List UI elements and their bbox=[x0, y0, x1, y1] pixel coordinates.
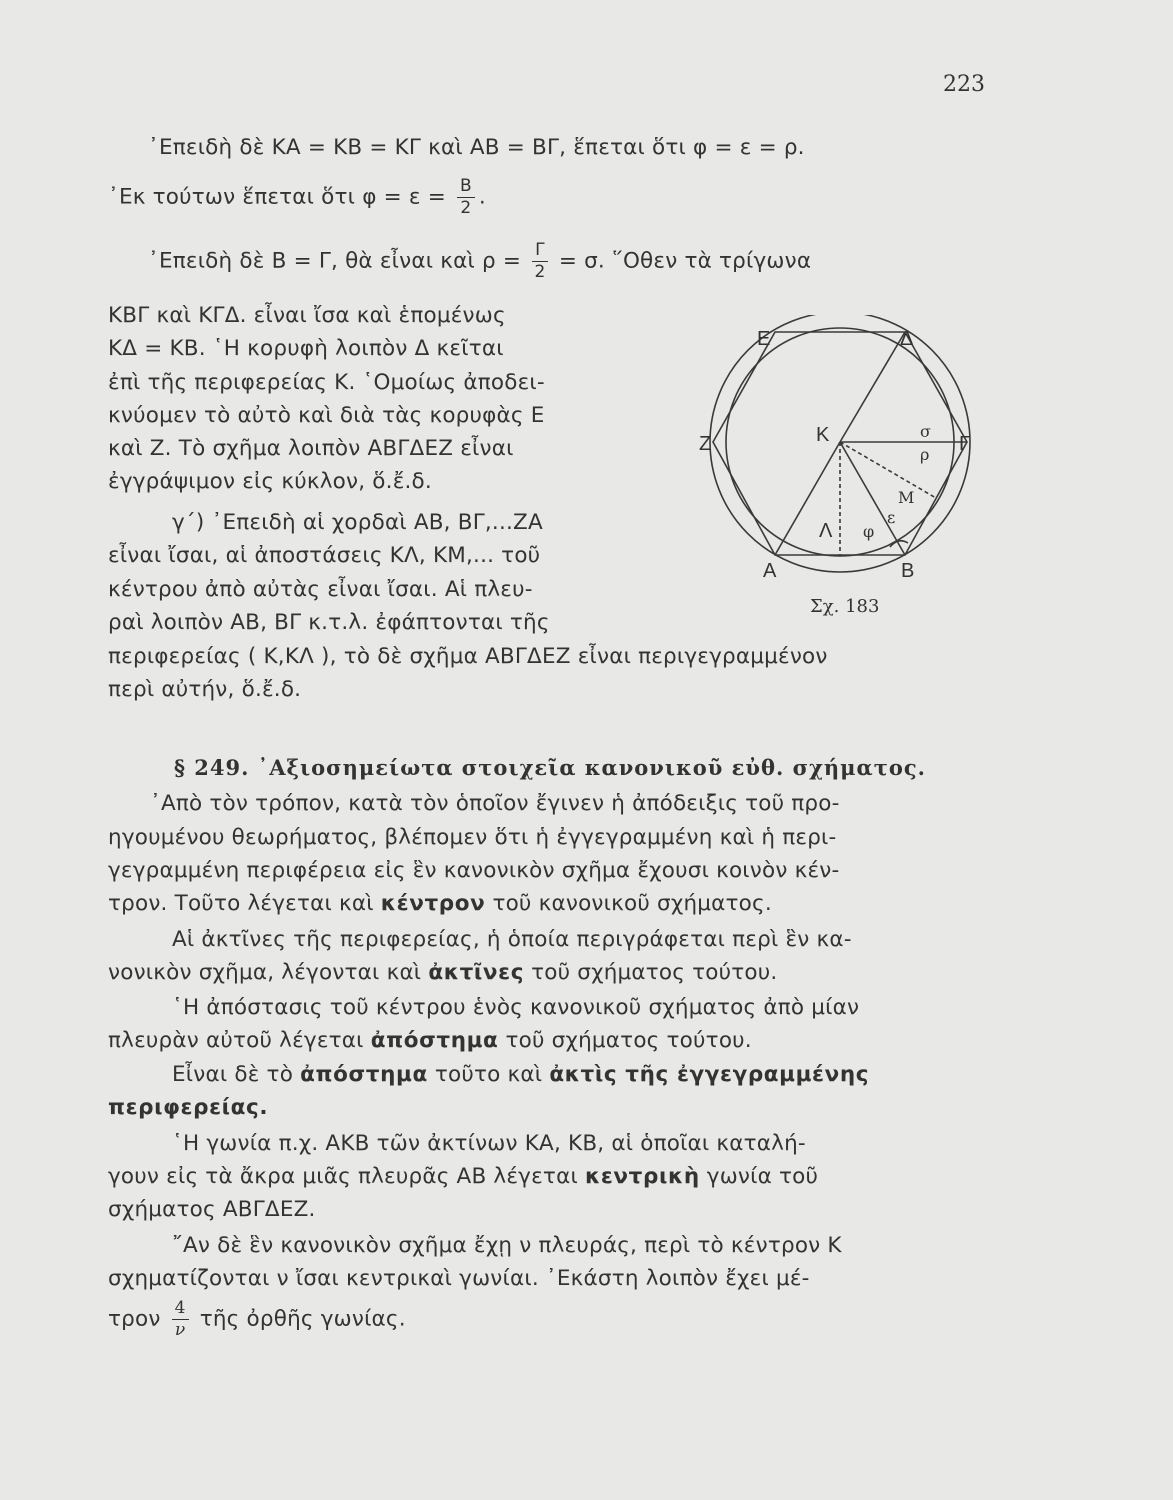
text-line: περιφερείας ( Κ,ΚΛ ), τὸ δὲ σχῆμα ΑΒΓΔΕΖ εἶναι περιγεγραμμένον bbox=[108, 644, 828, 669]
label-B: Β bbox=[901, 560, 915, 582]
text-line: ἐπὶ τῆς περιφερείας Κ. ῾Ομοίως ἀποδει- bbox=[108, 370, 545, 395]
label-K: Κ bbox=[816, 424, 830, 446]
label-E: Ε bbox=[757, 328, 771, 350]
text-line: γεγραμμένη περιφέρεια εἰς ἓν κανονικὸν σχῆμα ἔχουσι κοινὸν κέν- bbox=[108, 858, 840, 883]
text-line: γ΄) ᾿Επειδὴ αἱ χορδαὶ ΑΒ, ΒΓ,...ΖΑ bbox=[172, 510, 543, 535]
fraction bbox=[532, 242, 548, 281]
text-span: τοῦτο καὶ bbox=[434, 1062, 543, 1087]
label-rho: ρ bbox=[920, 445, 930, 464]
text-line: ᾿Απὸ τὸν τρόπον, κατὰ τὸν ὁποῖον ἔγινεν ἡ ἀπόδειξις τοῦ προ- bbox=[150, 791, 840, 816]
label-M: Μ bbox=[898, 488, 915, 507]
segment-KD bbox=[840, 332, 905, 442]
text-line: περιφερείας. bbox=[108, 1095, 269, 1120]
figure-caption: Σχ. 183 bbox=[810, 596, 880, 617]
term-bold: ἀπόστημα bbox=[300, 1062, 428, 1087]
label-L: Λ bbox=[819, 520, 833, 542]
text-line: ΚΒΓ καὶ ΚΓΔ. εἶναι ἴσα καὶ ἑπομένως bbox=[108, 303, 506, 328]
text-line bbox=[172, 1062, 869, 1087]
label-A: Α bbox=[763, 560, 777, 582]
fraction-denominator: 2 bbox=[460, 198, 472, 218]
fraction-numerator: Γ bbox=[532, 242, 548, 262]
label-sigma: σ bbox=[920, 422, 931, 441]
text-span: νονικὸν σχῆμα, λέγονται καὶ bbox=[108, 960, 422, 985]
text-line: ῎Αν δὲ ἓν κανονικὸν σχῆμα ἔχῃ ν πλευράς, περὶ τὸ κέντρον Κ bbox=[172, 1233, 842, 1258]
text-line: σχηματίζονται ν ἴσαι κεντρικαὶ γωνίαι. ᾿Εκάστη λοιπὸν ἔχει μέ- bbox=[108, 1266, 810, 1291]
text-span: ᾿Εκ τούτων ἕπεται ὅτι φ = ε = bbox=[108, 184, 446, 210]
text-line: περὶ αὐτήν, ὅ.ἔ.δ. bbox=[108, 677, 302, 702]
label-epsilon: ε bbox=[887, 508, 896, 527]
text-line: ΚΔ = ΚΒ. ῾Η κορυφὴ λοιπὸν Δ κεῖται bbox=[108, 336, 504, 361]
label-G: Γ bbox=[959, 433, 971, 455]
fraction-denominator: 2 bbox=[534, 262, 546, 282]
label-Z: Ζ bbox=[699, 433, 712, 455]
text-span: Εἶναι δὲ τὸ bbox=[172, 1062, 294, 1087]
term-bold: ἀκτῖνες bbox=[428, 960, 525, 985]
text-line: σχήματος ΑΒΓΔΕΖ. bbox=[108, 1197, 316, 1222]
text-line: ἐγγράψιμον εἰς κύκλον, ὅ.ἔ.δ. bbox=[108, 469, 432, 494]
fraction bbox=[457, 178, 475, 217]
text-line: Αἱ ἀκτῖνες τῆς περιφερείας, ἡ ὁποία περιγράφεται περὶ ἓν κα- bbox=[172, 927, 852, 952]
term-bold: κεντρικὴ bbox=[584, 1164, 700, 1189]
text-line-fraction bbox=[108, 1300, 406, 1339]
text-span: . bbox=[478, 184, 486, 210]
text-line bbox=[108, 1028, 752, 1053]
text-span: τοῦ σχήματος τούτου. bbox=[505, 1028, 752, 1053]
text-span: τῆς ὀρθῆς γωνίας. bbox=[199, 1306, 406, 1332]
text-line: ῾Η γωνία π.χ. ΑΚΒ τῶν ἀκτίνων ΚΑ, ΚΒ, αἱ ὁποῖαι καταλή- bbox=[172, 1131, 806, 1156]
text-line: καὶ Ζ. Τὸ σχῆμα λοιπὸν ΑΒΓΔΕΖ εἶναι bbox=[108, 436, 514, 461]
fraction-numerator: 4 bbox=[172, 1300, 189, 1320]
page-number: 223 bbox=[943, 72, 985, 97]
text-span: τρον bbox=[108, 1306, 161, 1332]
text-line: ραὶ λοιπὸν ΑΒ, ΒΓ κ.τ.λ. ἐφάπτονται τῆς bbox=[108, 610, 550, 635]
text-line bbox=[108, 960, 777, 985]
fraction-numerator: Β bbox=[457, 178, 475, 198]
text-line-fraction bbox=[108, 178, 486, 217]
text-line bbox=[108, 891, 772, 916]
fraction bbox=[172, 1300, 189, 1339]
text-span: τοῦ κανονικοῦ σχήματος. bbox=[492, 891, 772, 916]
term-bold: ἀπόστημα bbox=[370, 1028, 499, 1053]
text-span: ᾿Επειδὴ δὲ Β = Γ, θὰ εἶναι καὶ ρ = bbox=[148, 248, 522, 274]
text-line: κνύομεν τὸ αὐτὸ καὶ διὰ τὰς κορυφὰς Ε bbox=[108, 403, 545, 428]
text-line: ῾Η ἀπόστασις τοῦ κέντρου ἑνὸς κανονικοῦ σχήματος ἀπὸ μίαν bbox=[172, 995, 860, 1020]
text-line: ᾿Επειδὴ δὲ ΚΑ = ΚΒ = ΚΓ καὶ ΑΒ = ΒΓ, ἕπεται ὅτι φ = ε = ρ. bbox=[148, 135, 805, 160]
text-span: τοῦ σχήματος τούτου. bbox=[531, 960, 778, 985]
text-span: = σ. ῞Οθεν τὰ τρίγωνα bbox=[558, 248, 812, 274]
text-line: ηγουμένου θεωρήματος, βλέπομεν ὅτι ἡ ἐγγεγραμμένη καὶ ἡ περι- bbox=[108, 825, 837, 850]
text-span: τρον. Τοῦτο λέγεται καὶ bbox=[108, 891, 374, 916]
label-phi: φ bbox=[863, 522, 875, 541]
text-span: γουν εἰς τὰ ἄκρα μιᾶς πλευρᾶς ΑΒ λέγεται bbox=[108, 1164, 578, 1189]
label-D: Δ bbox=[900, 328, 914, 350]
text-line-fraction bbox=[148, 242, 811, 281]
term-bold: κέντρον bbox=[380, 891, 486, 916]
text-line bbox=[108, 1164, 818, 1189]
text-span: γωνία τοῦ bbox=[706, 1164, 819, 1189]
section-heading: § 249. ᾿Αξιοσημείωτα στοιχεῖα κανονικοῦ εὐθ. σχήματος. bbox=[174, 755, 926, 780]
text-span: πλευρὰν αὐτοῦ λέγεται bbox=[108, 1028, 364, 1053]
term-bold: ἀκτὶς τῆς ἐγγεγραμμένης bbox=[549, 1062, 870, 1087]
fraction-denominator: ν bbox=[174, 1320, 186, 1340]
text-line: εἶναι ἴσαι, αἱ ἀποστάσεις ΚΛ, ΚΜ,... τοῦ bbox=[108, 543, 541, 568]
text-line: κέντρου ἀπὸ αὐτὰς εἶναι ἴσαι. Αἱ πλευ- bbox=[108, 577, 533, 602]
